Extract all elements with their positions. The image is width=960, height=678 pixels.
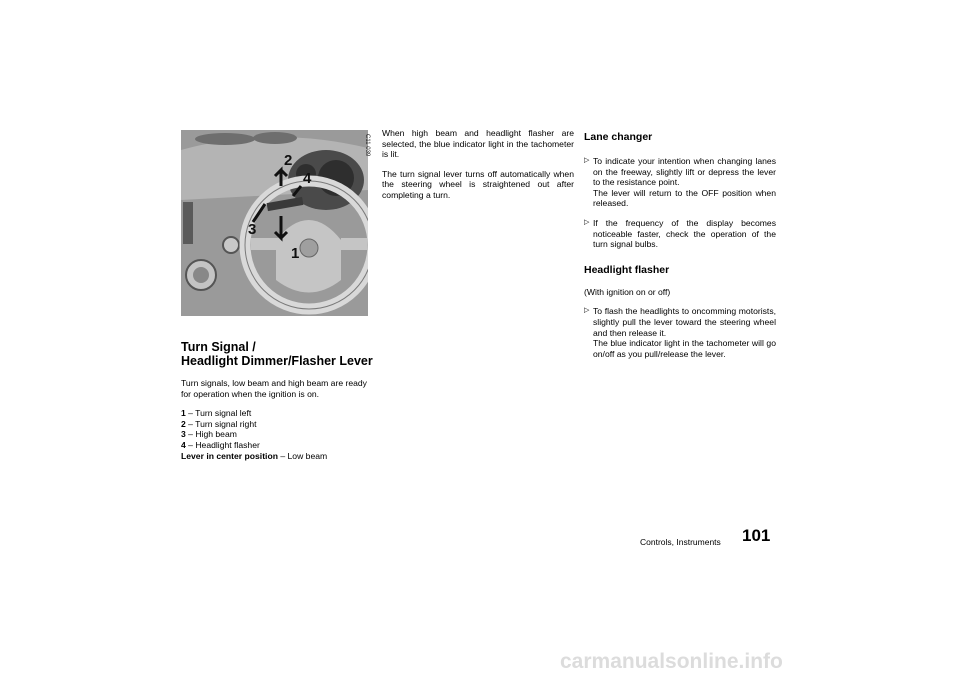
callout-3: 3 [248, 221, 257, 238]
turn-signal-section [181, 340, 376, 461]
list-item [181, 451, 376, 462]
bullet-text: To indicate your intention when changing lanes on the freeway, slightly lift or depress the lever to the resistance point. [593, 156, 776, 188]
item-number: 2 [181, 418, 186, 429]
title-line-2: Headlight Dimmer/Flasher Lever [181, 354, 373, 368]
dashboard-drawing [181, 130, 368, 316]
item-number: 3 [181, 429, 186, 440]
watermark: carmanualsonline.info [560, 650, 783, 673]
callout-1: 1 [291, 245, 300, 262]
figure-code: C11 039 [364, 134, 370, 157]
item-number: 4 [181, 439, 186, 450]
bullet-text: To flash the headlights to oncomming motorists, slightly pull the lever toward the steering wheel and then release it. [593, 306, 776, 338]
center-position-text: – Low beam [277, 450, 328, 461]
arrow-bullet-icon: ▷ [584, 218, 590, 226]
list-item [181, 429, 376, 440]
callout-4: 4 [303, 170, 312, 187]
title-line-1: Turn Signal / [181, 340, 256, 354]
paragraph-auto-off: The turn signal lever turns off automatically when the steering wheel is straightened out after completing a turn. [382, 168, 574, 200]
indicator-section [382, 128, 574, 210]
bullet-item [584, 218, 776, 250]
item-text: – Headlight flasher [188, 439, 260, 450]
list-item [181, 440, 376, 451]
ignition-note: (With ignition on or off) [584, 286, 671, 297]
arrow-bullet-icon: ▷ [584, 157, 590, 164]
bullet-text: If the frequency of the display becomes noticeable faster, check the operation of the turn signal bulbs. [593, 217, 776, 250]
intro-paragraph: Turn signals, low beam and high beam are ready for operation when the ignition is on. [181, 378, 367, 399]
callout-2: 2 [284, 152, 293, 169]
item-text: – Turn signal right [188, 418, 257, 429]
headlight-flasher-heading: Headlight flasher [584, 263, 670, 276]
item-text: – High beam [188, 429, 237, 440]
steering-wheel-illustration [181, 130, 368, 316]
function-list [181, 408, 376, 461]
section-title [181, 340, 376, 368]
footer-section-label: Controls, Instruments [640, 537, 721, 547]
bullet-item [584, 156, 776, 209]
paragraph-high-beam: When high beam and headlight flasher are selected, the blue indicator light in the tachometer is lit. [382, 128, 574, 160]
bullet-text: The blue indicator light in the tachometer will go on/off as you pull/release the lever. [593, 338, 776, 359]
bullet-item [584, 306, 776, 359]
item-number: 1 [181, 408, 186, 419]
lane-changer-heading: Lane changer [584, 131, 653, 143]
item-text: – Turn signal left [188, 408, 252, 419]
lane-changer-section [584, 128, 776, 368]
arrow-bullet-icon: ▷ [584, 307, 590, 315]
center-position-label: Lever in center position [181, 450, 278, 461]
bullet-text: The lever will return to the OFF position when released. [593, 187, 776, 209]
list-item [181, 419, 376, 430]
page-number: 101 [742, 526, 771, 545]
list-item [181, 408, 376, 419]
